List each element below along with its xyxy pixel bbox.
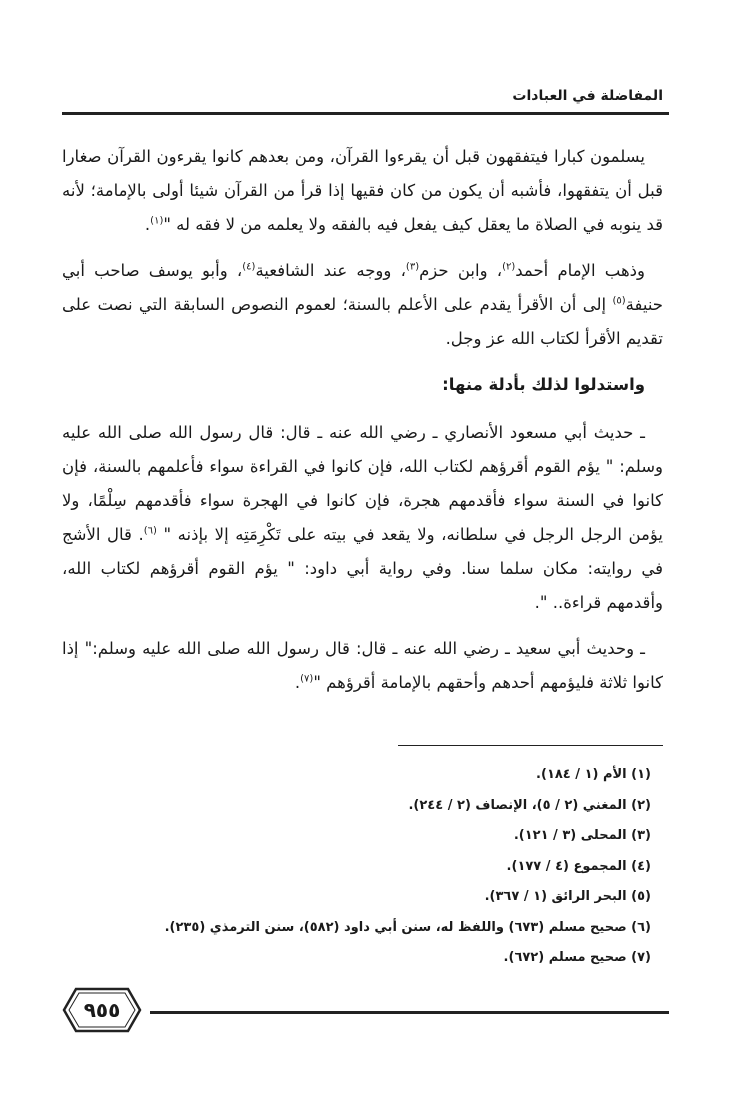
section-subheading: واستدلوا لذلك بأدلة منها:: [442, 375, 645, 394]
footnote-7: (٧) صحيح مسلم (٦٧٢).: [503, 950, 651, 965]
paragraph-2: [62, 254, 663, 356]
page-number-badge: [62, 986, 142, 1034]
footnote-ref[interactable]: (٣): [405, 261, 420, 273]
footnote-ref[interactable]: (٥): [612, 295, 626, 307]
paragraph-2-text: ، وأبو يوسف صاحب أبي حنيفة: [62, 261, 663, 314]
hadith-2-paragraph: [62, 632, 663, 700]
footnote-ref[interactable]: (١): [150, 215, 164, 227]
hadith-1-text: ـ حديث أبي مسعود الأنصاري ـ رضي الله عنه ـ قال: قال رسول الله صلى الله عليه وسلم: " يؤم القوم أقرؤهم لكتاب الله، فإن كانوا في القراءة سواء فأعلمهم بالسنة، فإن كانوا في السنة سواء فأقدمهم هجرة، فإن كانوا في الهجرة سواء فأقدمهم سِلْمًا، ولا يؤمن الرجل الرجل في سلطانه، ولا يقعد في بيته على تَكْرِمَتِه إلا بإذنه ": [62, 423, 664, 544]
footnote-ref[interactable]: (٤): [242, 261, 256, 273]
footnote-6: (٦) صحيح مسلم (٦٧٣) واللفظ له، سنن أبي داود (٥٨٢)، سنن الترمذي (٢٣٥).: [164, 919, 651, 935]
hadith-1-text-tail: . قال الأشج في روايته: مكان سلما سنا. وفي رواية أبي داود: " يؤم القوم أقرؤهم لكتاب الله، وأقدمهم قراءة.. ".: [62, 525, 663, 612]
footnote-5: (٥) البحر الرائق (١ / ٣٦٧).: [484, 889, 651, 904]
main-text: [62, 140, 663, 712]
footnote-ref[interactable]: (٧): [300, 673, 314, 685]
paragraph-2-text: ، وابن حزم: [419, 261, 503, 280]
paragraph-1-text: يسلمون كبارا فيتفقهون قبل أن يقرءوا القرآن، ومن بعدهم كانوا يقرءون القرآن صغارا قبل أن يتفقهوا، فأشبه أن يكون من كان فقيها إذا قرأ من القرآن شيئا أولى بالإمامة؛ لأنه قد ينوبه في الصلاة ما يعقل كيف يفعل فيه بالفقه ولا يعلمه من لا فقه له ": [62, 147, 663, 234]
footnote-ref[interactable]: (٦): [143, 525, 157, 537]
page-number: ٩٥٥: [83, 998, 121, 1022]
footnote-separator: [398, 745, 663, 746]
hadith-1-paragraph: [62, 416, 663, 620]
footnote-2: (٢) المغني (٢ / ٥)، الإنصاف (٢ / ٢٤٤).: [408, 797, 651, 813]
footnote-4: (٤) المجموع (٤ / ١٧٧).: [506, 858, 651, 874]
footnote-ref[interactable]: (٢): [502, 261, 516, 273]
header-rule: [62, 112, 669, 115]
hadith-2-text: ـ وحديث أبي سعيد ـ رضي الله عنه ـ قال: قال رسول الله صلى الله عليه وسلم:" إذا كانوا ثلاثة فليؤمهم أحدهم وأحقهم بالإمامة أقرؤهم ": [62, 639, 663, 692]
footnote-1: (١) الأم (١ / ١٨٤).: [536, 767, 651, 782]
paragraph-2-text: ، ووجه عند الشافعية: [255, 261, 406, 280]
hadith-2-text-tail: .: [294, 673, 301, 692]
footnotes: [100, 760, 651, 974]
paragraph-1-tail: .: [144, 215, 151, 234]
paragraph-2-text: إلى أن الأقرأ يقدم على الأعلم بالسنة؛ لعموم النصوص السابقة التي نصت على تقديم الأقرأ لكتاب الله عز وجل.: [62, 295, 663, 348]
paragraph-2-text: وذهب الإمام أحمد: [515, 261, 645, 280]
running-head: المفاضلة في العبادات: [512, 88, 663, 104]
footnote-3: (٣) المحلى (٣ / ١٢١).: [513, 828, 651, 843]
paragraph-1: [62, 140, 663, 242]
footer-rule: [150, 1011, 669, 1014]
